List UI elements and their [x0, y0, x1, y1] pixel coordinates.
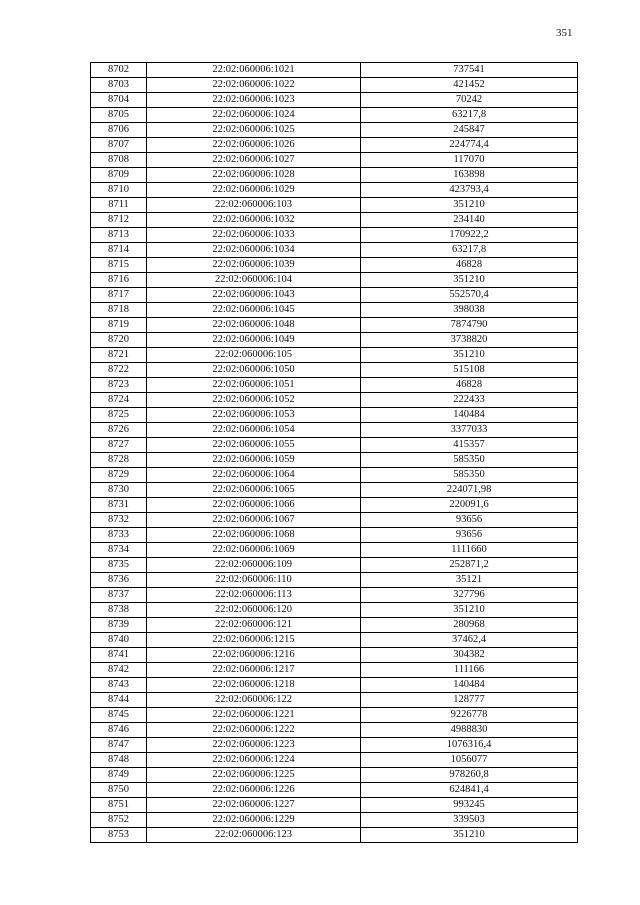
cadastral-number-cell: 22:02:060006:1065	[147, 483, 361, 498]
table-row	[91, 333, 578, 348]
row-number-cell: 8713	[91, 228, 147, 243]
table-row	[91, 123, 578, 138]
value-cell: 585350	[361, 468, 578, 483]
cadastral-number-cell: 22:02:060006:1054	[147, 423, 361, 438]
table-row	[91, 318, 578, 333]
value-cell: 224071,98	[361, 483, 578, 498]
table-row	[91, 813, 578, 828]
row-number-cell: 8746	[91, 723, 147, 738]
cadastral-number-cell: 22:02:060006:120	[147, 603, 361, 618]
cadastral-number-cell: 22:02:060006:1227	[147, 798, 361, 813]
table-row	[91, 228, 578, 243]
value-cell: 35121	[361, 573, 578, 588]
cadastral-number-cell: 22:02:060006:1051	[147, 378, 361, 393]
value-cell: 220091,6	[361, 498, 578, 513]
value-cell: 515108	[361, 363, 578, 378]
table-row	[91, 423, 578, 438]
cadastral-number-cell: 22:02:060006:1218	[147, 678, 361, 693]
cadastral-number-cell: 22:02:060006:123	[147, 828, 361, 843]
cadastral-number-cell: 22:02:060006:1069	[147, 543, 361, 558]
row-number-cell: 8709	[91, 168, 147, 183]
table-row	[91, 408, 578, 423]
row-number-cell: 8714	[91, 243, 147, 258]
table-row	[91, 258, 578, 273]
table-row	[91, 153, 578, 168]
row-number-cell: 8722	[91, 363, 147, 378]
table-row	[91, 138, 578, 153]
cadastral-number-cell: 22:02:060006:110	[147, 573, 361, 588]
row-number-cell: 8735	[91, 558, 147, 573]
value-cell: 423793,4	[361, 183, 578, 198]
row-number-cell: 8736	[91, 573, 147, 588]
value-cell: 4988830	[361, 723, 578, 738]
table-row	[91, 183, 578, 198]
row-number-cell: 8741	[91, 648, 147, 663]
row-number-cell: 8742	[91, 663, 147, 678]
cadastral-number-cell: 22:02:060006:1059	[147, 453, 361, 468]
row-number-cell: 8719	[91, 318, 147, 333]
cadastral-number-cell: 22:02:060006:1216	[147, 648, 361, 663]
table-row	[91, 528, 578, 543]
value-cell: 624841,4	[361, 783, 578, 798]
row-number-cell: 8704	[91, 93, 147, 108]
row-number-cell: 8705	[91, 108, 147, 123]
table-row	[91, 618, 578, 633]
cadastral-number-cell: 22:02:060006:1067	[147, 513, 361, 528]
row-number-cell: 8731	[91, 498, 147, 513]
value-cell: 224774,4	[361, 138, 578, 153]
row-number-cell: 8707	[91, 138, 147, 153]
value-cell: 993245	[361, 798, 578, 813]
row-number-cell: 8747	[91, 738, 147, 753]
cadastral-number-cell: 22:02:060006:1225	[147, 768, 361, 783]
table-row	[91, 738, 578, 753]
table-row	[91, 63, 578, 78]
value-cell: 63217,8	[361, 108, 578, 123]
cadastral-number-cell: 22:02:060006:1064	[147, 468, 361, 483]
row-number-cell: 8724	[91, 393, 147, 408]
row-number-cell: 8702	[91, 63, 147, 78]
row-number-cell: 8730	[91, 483, 147, 498]
row-number-cell: 8708	[91, 153, 147, 168]
cadastral-number-cell: 22:02:060006:1022	[147, 78, 361, 93]
table-row	[91, 513, 578, 528]
cadastral-number-cell: 22:02:060006:1224	[147, 753, 361, 768]
row-number-cell: 8729	[91, 468, 147, 483]
table-row	[91, 393, 578, 408]
value-cell: 7874790	[361, 318, 578, 333]
value-cell: 63217,8	[361, 243, 578, 258]
value-cell: 351210	[361, 828, 578, 843]
row-number-cell: 8734	[91, 543, 147, 558]
row-number-cell: 8720	[91, 333, 147, 348]
table-row	[91, 603, 578, 618]
table-row	[91, 483, 578, 498]
value-cell: 351210	[361, 273, 578, 288]
value-cell: 1076316,4	[361, 738, 578, 753]
table-row	[91, 828, 578, 843]
table-row	[91, 213, 578, 228]
row-number-cell: 8745	[91, 708, 147, 723]
table-row	[91, 93, 578, 108]
cadastral-number-cell: 22:02:060006:104	[147, 273, 361, 288]
row-number-cell: 8738	[91, 603, 147, 618]
registry-table-body	[91, 63, 578, 843]
table-row	[91, 243, 578, 258]
cadastral-number-cell: 22:02:060006:1043	[147, 288, 361, 303]
table-row	[91, 543, 578, 558]
row-number-cell: 8727	[91, 438, 147, 453]
value-cell: 398038	[361, 303, 578, 318]
row-number-cell: 8743	[91, 678, 147, 693]
table-row	[91, 348, 578, 363]
value-cell: 93656	[361, 528, 578, 543]
cadastral-number-cell: 22:02:060006:1048	[147, 318, 361, 333]
table-row	[91, 468, 578, 483]
cadastral-number-cell: 22:02:060006:109	[147, 558, 361, 573]
page-number: 351	[556, 27, 573, 39]
cadastral-number-cell: 22:02:060006:1027	[147, 153, 361, 168]
row-number-cell: 8716	[91, 273, 147, 288]
row-number-cell: 8710	[91, 183, 147, 198]
row-number-cell: 8721	[91, 348, 147, 363]
cadastral-number-cell: 22:02:060006:1021	[147, 63, 361, 78]
value-cell: 46828	[361, 258, 578, 273]
value-cell: 111166	[361, 663, 578, 678]
value-cell: 351210	[361, 348, 578, 363]
row-number-cell: 8723	[91, 378, 147, 393]
row-number-cell: 8717	[91, 288, 147, 303]
cadastral-number-cell: 22:02:060006:1226	[147, 783, 361, 798]
table-row	[91, 108, 578, 123]
value-cell: 1111660	[361, 543, 578, 558]
table-row	[91, 273, 578, 288]
table-row	[91, 648, 578, 663]
cadastral-number-cell: 22:02:060006:122	[147, 693, 361, 708]
row-number-cell: 8737	[91, 588, 147, 603]
cadastral-number-cell: 22:02:060006:1032	[147, 213, 361, 228]
value-cell: 9226778	[361, 708, 578, 723]
table-row	[91, 288, 578, 303]
value-cell: 170922,2	[361, 228, 578, 243]
cadastral-number-cell: 22:02:060006:113	[147, 588, 361, 603]
cadastral-number-cell: 22:02:060006:1049	[147, 333, 361, 348]
cadastral-number-cell: 22:02:060006:1066	[147, 498, 361, 513]
cadastral-number-cell: 22:02:060006:1221	[147, 708, 361, 723]
row-number-cell: 8718	[91, 303, 147, 318]
table-row	[91, 198, 578, 213]
row-number-cell: 8726	[91, 423, 147, 438]
table-row	[91, 663, 578, 678]
row-number-cell: 8753	[91, 828, 147, 843]
value-cell: 585350	[361, 453, 578, 468]
cadastral-number-cell: 22:02:060006:1053	[147, 408, 361, 423]
table-row	[91, 378, 578, 393]
cadastral-number-cell: 22:02:060006:1024	[147, 108, 361, 123]
row-number-cell: 8739	[91, 618, 147, 633]
cadastral-number-cell: 22:02:060006:1034	[147, 243, 361, 258]
value-cell: 339503	[361, 813, 578, 828]
cadastral-number-cell: 22:02:060006:1033	[147, 228, 361, 243]
row-number-cell: 8750	[91, 783, 147, 798]
value-cell: 163898	[361, 168, 578, 183]
value-cell: 93656	[361, 513, 578, 528]
table-row	[91, 168, 578, 183]
value-cell: 117070	[361, 153, 578, 168]
row-number-cell: 8748	[91, 753, 147, 768]
value-cell: 140484	[361, 678, 578, 693]
cadastral-number-cell: 22:02:060006:1217	[147, 663, 361, 678]
table-row	[91, 633, 578, 648]
table-row	[91, 573, 578, 588]
row-number-cell: 8752	[91, 813, 147, 828]
table-row	[91, 753, 578, 768]
cadastral-number-cell: 22:02:060006:1023	[147, 93, 361, 108]
table-row	[91, 78, 578, 93]
row-number-cell: 8725	[91, 408, 147, 423]
cadastral-number-cell: 22:02:060006:1025	[147, 123, 361, 138]
row-number-cell: 8712	[91, 213, 147, 228]
row-number-cell: 8703	[91, 78, 147, 93]
value-cell: 222433	[361, 393, 578, 408]
cadastral-number-cell: 22:02:060006:1052	[147, 393, 361, 408]
value-cell: 978260,8	[361, 768, 578, 783]
cadastral-number-cell: 22:02:060006:1050	[147, 363, 361, 378]
value-cell: 415357	[361, 438, 578, 453]
value-cell: 421452	[361, 78, 578, 93]
row-number-cell: 8751	[91, 798, 147, 813]
cadastral-number-cell: 22:02:060006:1029	[147, 183, 361, 198]
row-number-cell: 8706	[91, 123, 147, 138]
row-number-cell: 8733	[91, 528, 147, 543]
value-cell: 552570,4	[361, 288, 578, 303]
table-row	[91, 498, 578, 513]
table-row	[91, 798, 578, 813]
row-number-cell: 8732	[91, 513, 147, 528]
value-cell: 351210	[361, 603, 578, 618]
value-cell: 3377033	[361, 423, 578, 438]
value-cell: 1056077	[361, 753, 578, 768]
cadastral-number-cell: 22:02:060006:1222	[147, 723, 361, 738]
value-cell: 252871,2	[361, 558, 578, 573]
row-number-cell: 8711	[91, 198, 147, 213]
value-cell: 351210	[361, 198, 578, 213]
table-row	[91, 438, 578, 453]
table-row	[91, 693, 578, 708]
value-cell: 128777	[361, 693, 578, 708]
cadastral-number-cell: 22:02:060006:103	[147, 198, 361, 213]
value-cell: 327796	[361, 588, 578, 603]
row-number-cell: 8728	[91, 453, 147, 468]
cadastral-number-cell: 22:02:060006:121	[147, 618, 361, 633]
table-row	[91, 783, 578, 798]
value-cell: 280968	[361, 618, 578, 633]
table-row	[91, 678, 578, 693]
value-cell: 70242	[361, 93, 578, 108]
value-cell: 245847	[361, 123, 578, 138]
cadastral-number-cell: 22:02:060006:1055	[147, 438, 361, 453]
table-row	[91, 453, 578, 468]
table-row	[91, 768, 578, 783]
cadastral-number-cell: 22:02:060006:1028	[147, 168, 361, 183]
value-cell: 140484	[361, 408, 578, 423]
cadastral-number-cell: 22:02:060006:1215	[147, 633, 361, 648]
registry-table	[90, 62, 578, 843]
row-number-cell: 8740	[91, 633, 147, 648]
table-row	[91, 708, 578, 723]
table-row	[91, 723, 578, 738]
cadastral-number-cell: 22:02:060006:105	[147, 348, 361, 363]
row-number-cell: 8749	[91, 768, 147, 783]
cadastral-number-cell: 22:02:060006:1229	[147, 813, 361, 828]
table-row	[91, 588, 578, 603]
row-number-cell: 8715	[91, 258, 147, 273]
cadastral-number-cell: 22:02:060006:1045	[147, 303, 361, 318]
value-cell: 304382	[361, 648, 578, 663]
value-cell: 37462,4	[361, 633, 578, 648]
table-row	[91, 558, 578, 573]
cadastral-number-cell: 22:02:060006:1223	[147, 738, 361, 753]
value-cell: 3738820	[361, 333, 578, 348]
value-cell: 737541	[361, 63, 578, 78]
cadastral-number-cell: 22:02:060006:1026	[147, 138, 361, 153]
row-number-cell: 8744	[91, 693, 147, 708]
table-row	[91, 303, 578, 318]
cadastral-number-cell: 22:02:060006:1068	[147, 528, 361, 543]
cadastral-number-cell: 22:02:060006:1039	[147, 258, 361, 273]
value-cell: 234140	[361, 213, 578, 228]
table-row	[91, 363, 578, 378]
value-cell: 46828	[361, 378, 578, 393]
